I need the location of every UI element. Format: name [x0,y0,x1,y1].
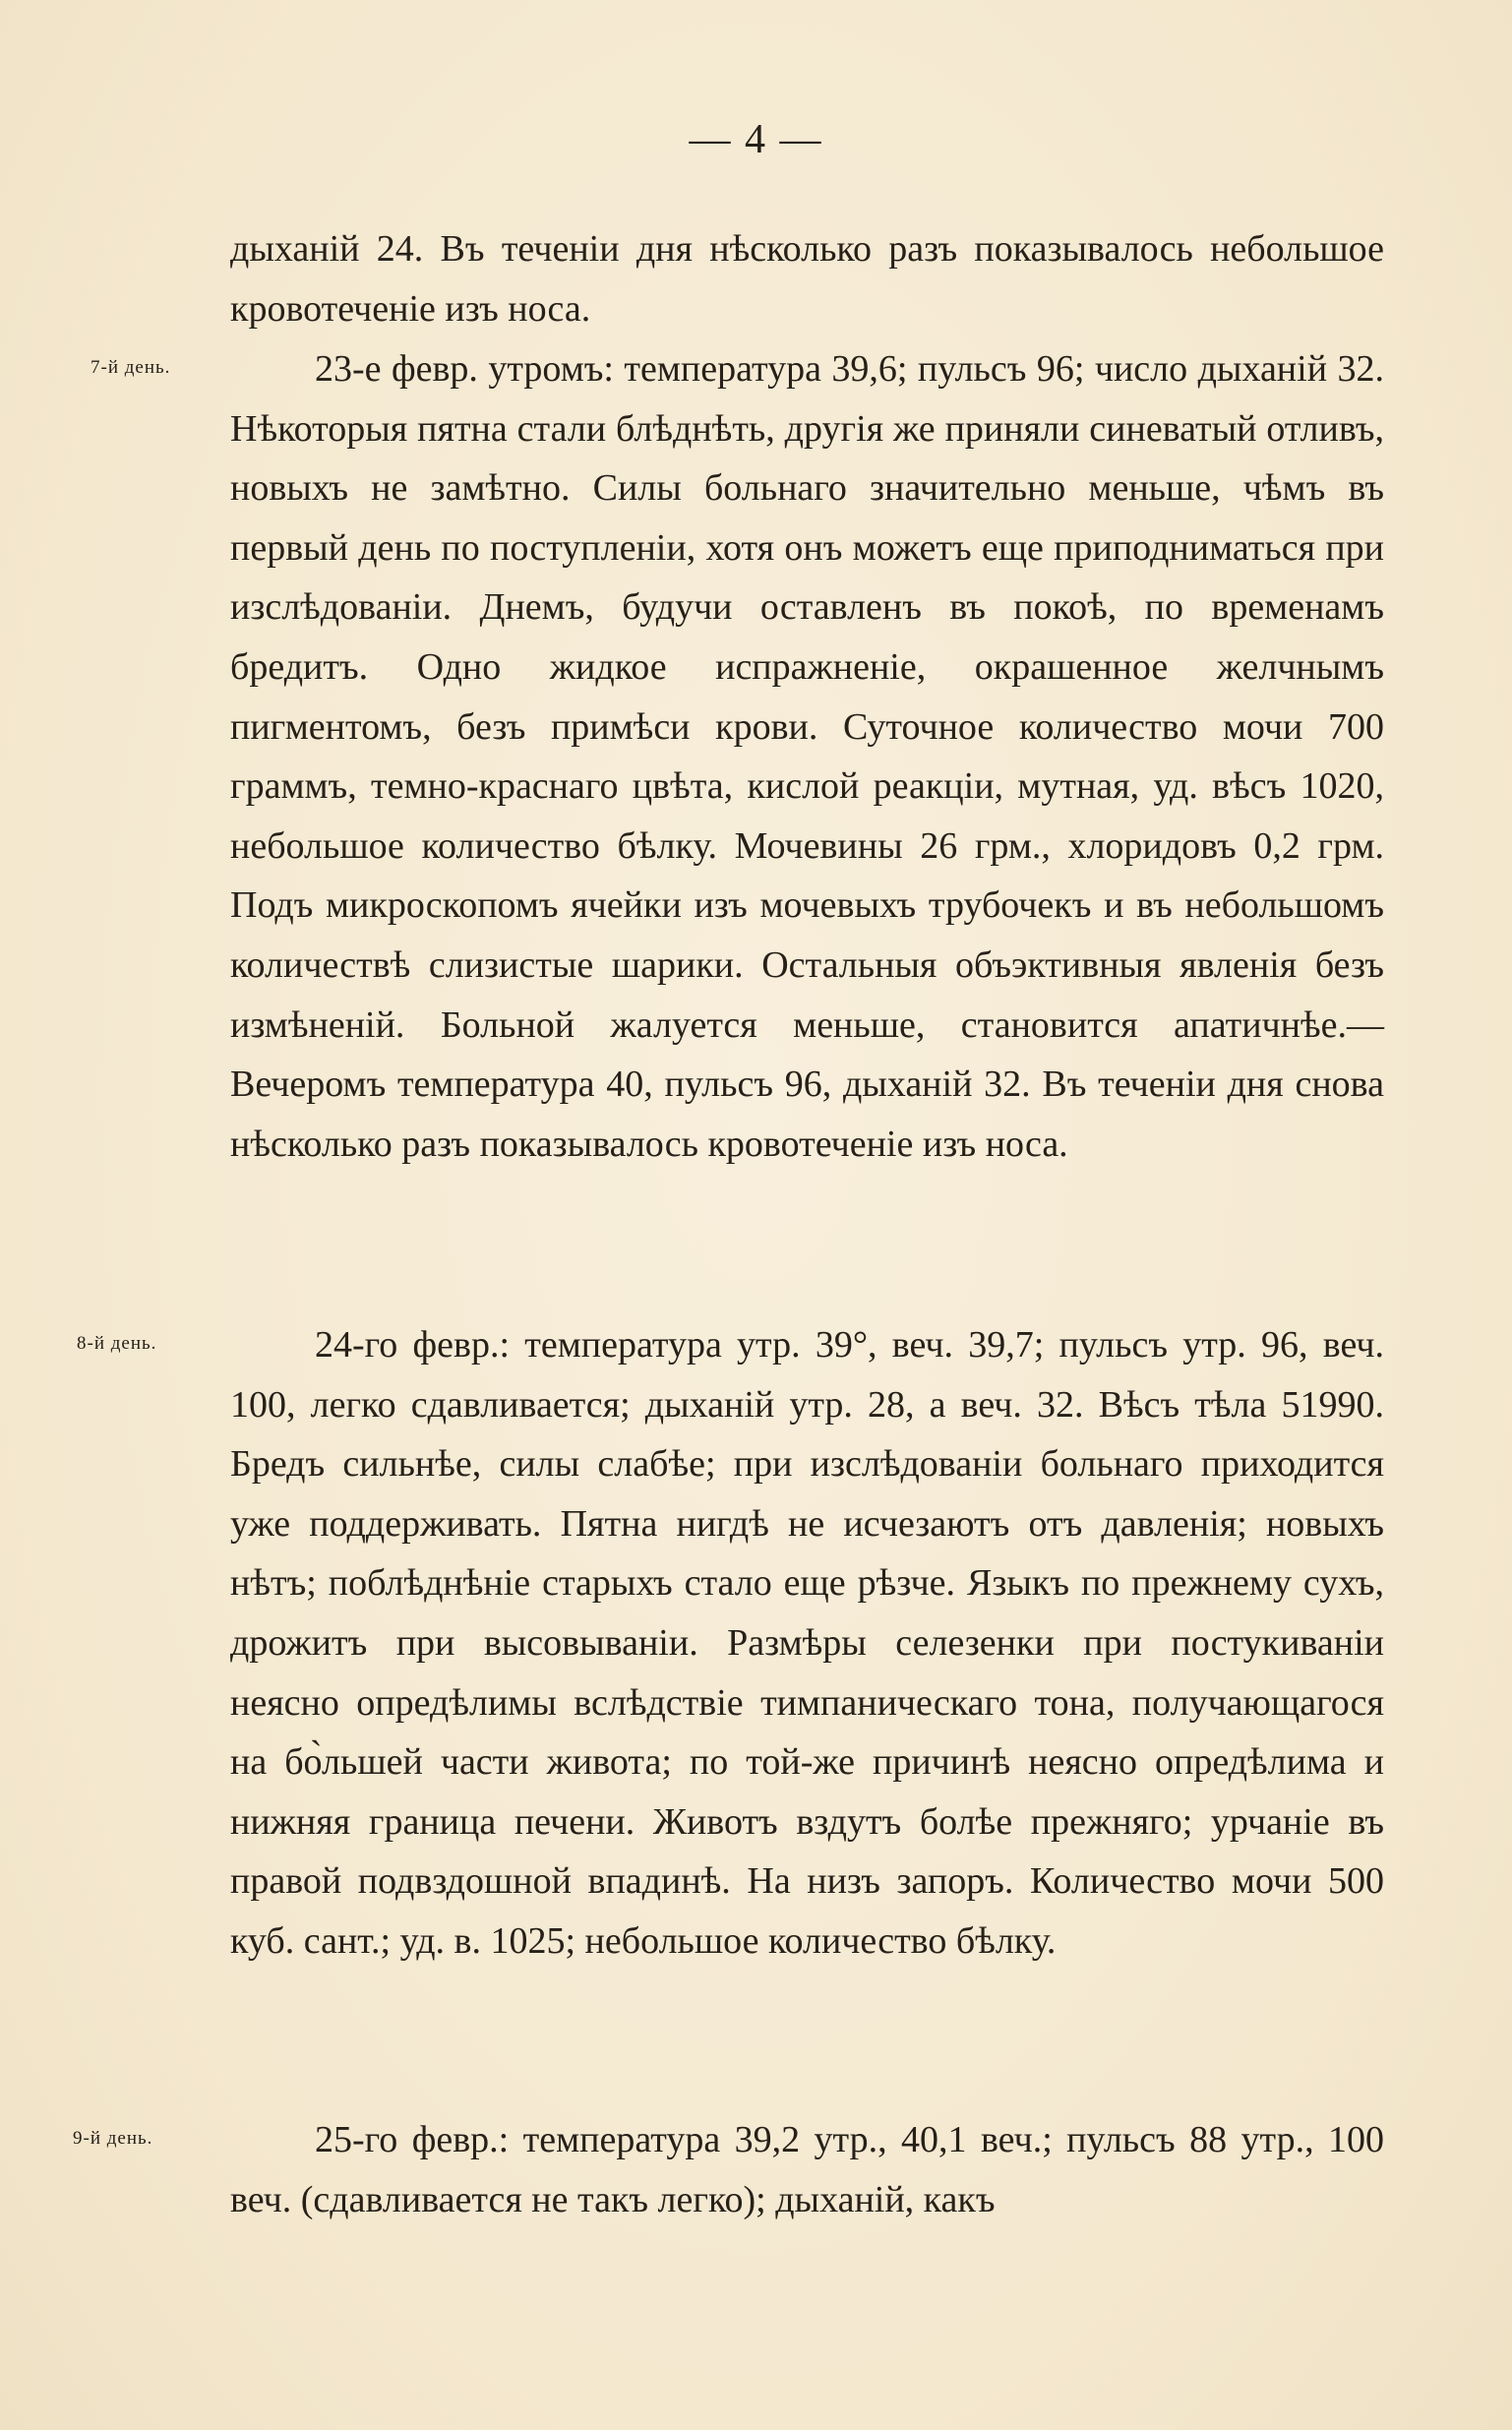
paragraph-text: 25-го февр.: температура 39,2 утр., 40,1 веч.; пульсъ 88 утр., 100 веч. (сдавливается не такъ легко); дыханій, какъ [230,2119,1384,2220]
paragraph-text: 23-е февр. утромъ: температура 39,6; пульсъ 96; число дыханій 32. Нѣкоторыя пятна стали блѣднѣть, другія же приняли синеватый отливъ, новыхъ не замѣтно. Силы больнаго значительно меньше, чѣмъ въ первый день по поступленіи, хотя онъ можетъ еще приподниматься при изслѣдованіи. Днемъ, будучи оставленъ въ покоѣ, по временамъ бредитъ. Одно жидкое испражненіе, окрашенное желчнымъ пигментомъ, безъ примѣси крови. Суточное количество мочи 700 граммъ, темно-краснаго цвѣта, кислой реакціи, мутная, уд. вѣсъ 1020, небольшое количество бѣлку. Мочевины 26 грм., хлоридовъ 0,2 грм. Подъ микроскопомъ ячейки изъ мочевыхъ трубочекъ и въ небольшомъ количествѣ слизистые шарики. Остальныя объэктивныя явленія безъ измѣненій. Больной жалуется меньше, становится апатичнѣе.—Вечеромъ температура 40, пульсъ 96, дыханій 32. Въ теченіи дня снова нѣсколько разъ показывалось кровотеченіе изъ носа. [230,348,1384,1165]
paragraph-text: дыханій 24. Въ теченіи дня нѣсколько разъ показывалось небольшое кровотеченіе изъ носа. [230,228,1384,330]
margin-note-day-9: 9-й день. [73,2128,153,2149]
paragraph-day-7 [230,339,1384,1174]
page-number: — 4 — [689,117,823,162]
paragraph-day-9 [230,2110,1384,2229]
paragraph-continuation [230,219,1384,338]
paragraph-text: 24-го февр.: температура утр. 39°, веч. 39,7; пульсъ утр. 96, веч. 100, легко сдавливается; дыханій утр. 28, а веч. 32. Вѣсъ тѣла 51990. Бредъ сильнѣе, силы слабѣе; при изслѣдованіи больнаго приходится уже поддерживать. Пятна нигдѣ не исчезаютъ отъ давленія; новыхъ нѣтъ; поблѣднѣніе старыхъ стало еще рѣзче. Языкъ по прежнему сухъ, дрожитъ при высовываніи. Размѣры селезенки при постукиваніи неясно опредѣлимы вслѣдствіе тимпаническаго тона, получающагося на бо̀льшей части живота; по той-же причинѣ неясно опредѣлима и нижняя граница печени. Животъ вздутъ болѣе прежняго; урчаніе въ правой подвздошной впадинѣ. На низъ запоръ. Количество мочи 500 куб. сант.; уд. в. 1025; небольшое количество бѣлку. [230,1324,1384,1962]
paragraph-day-8 [230,1315,1384,1972]
margin-note-day-8: 8-й день. [77,1333,157,1354]
margin-note-day-7: 7-й день. [91,357,171,378]
